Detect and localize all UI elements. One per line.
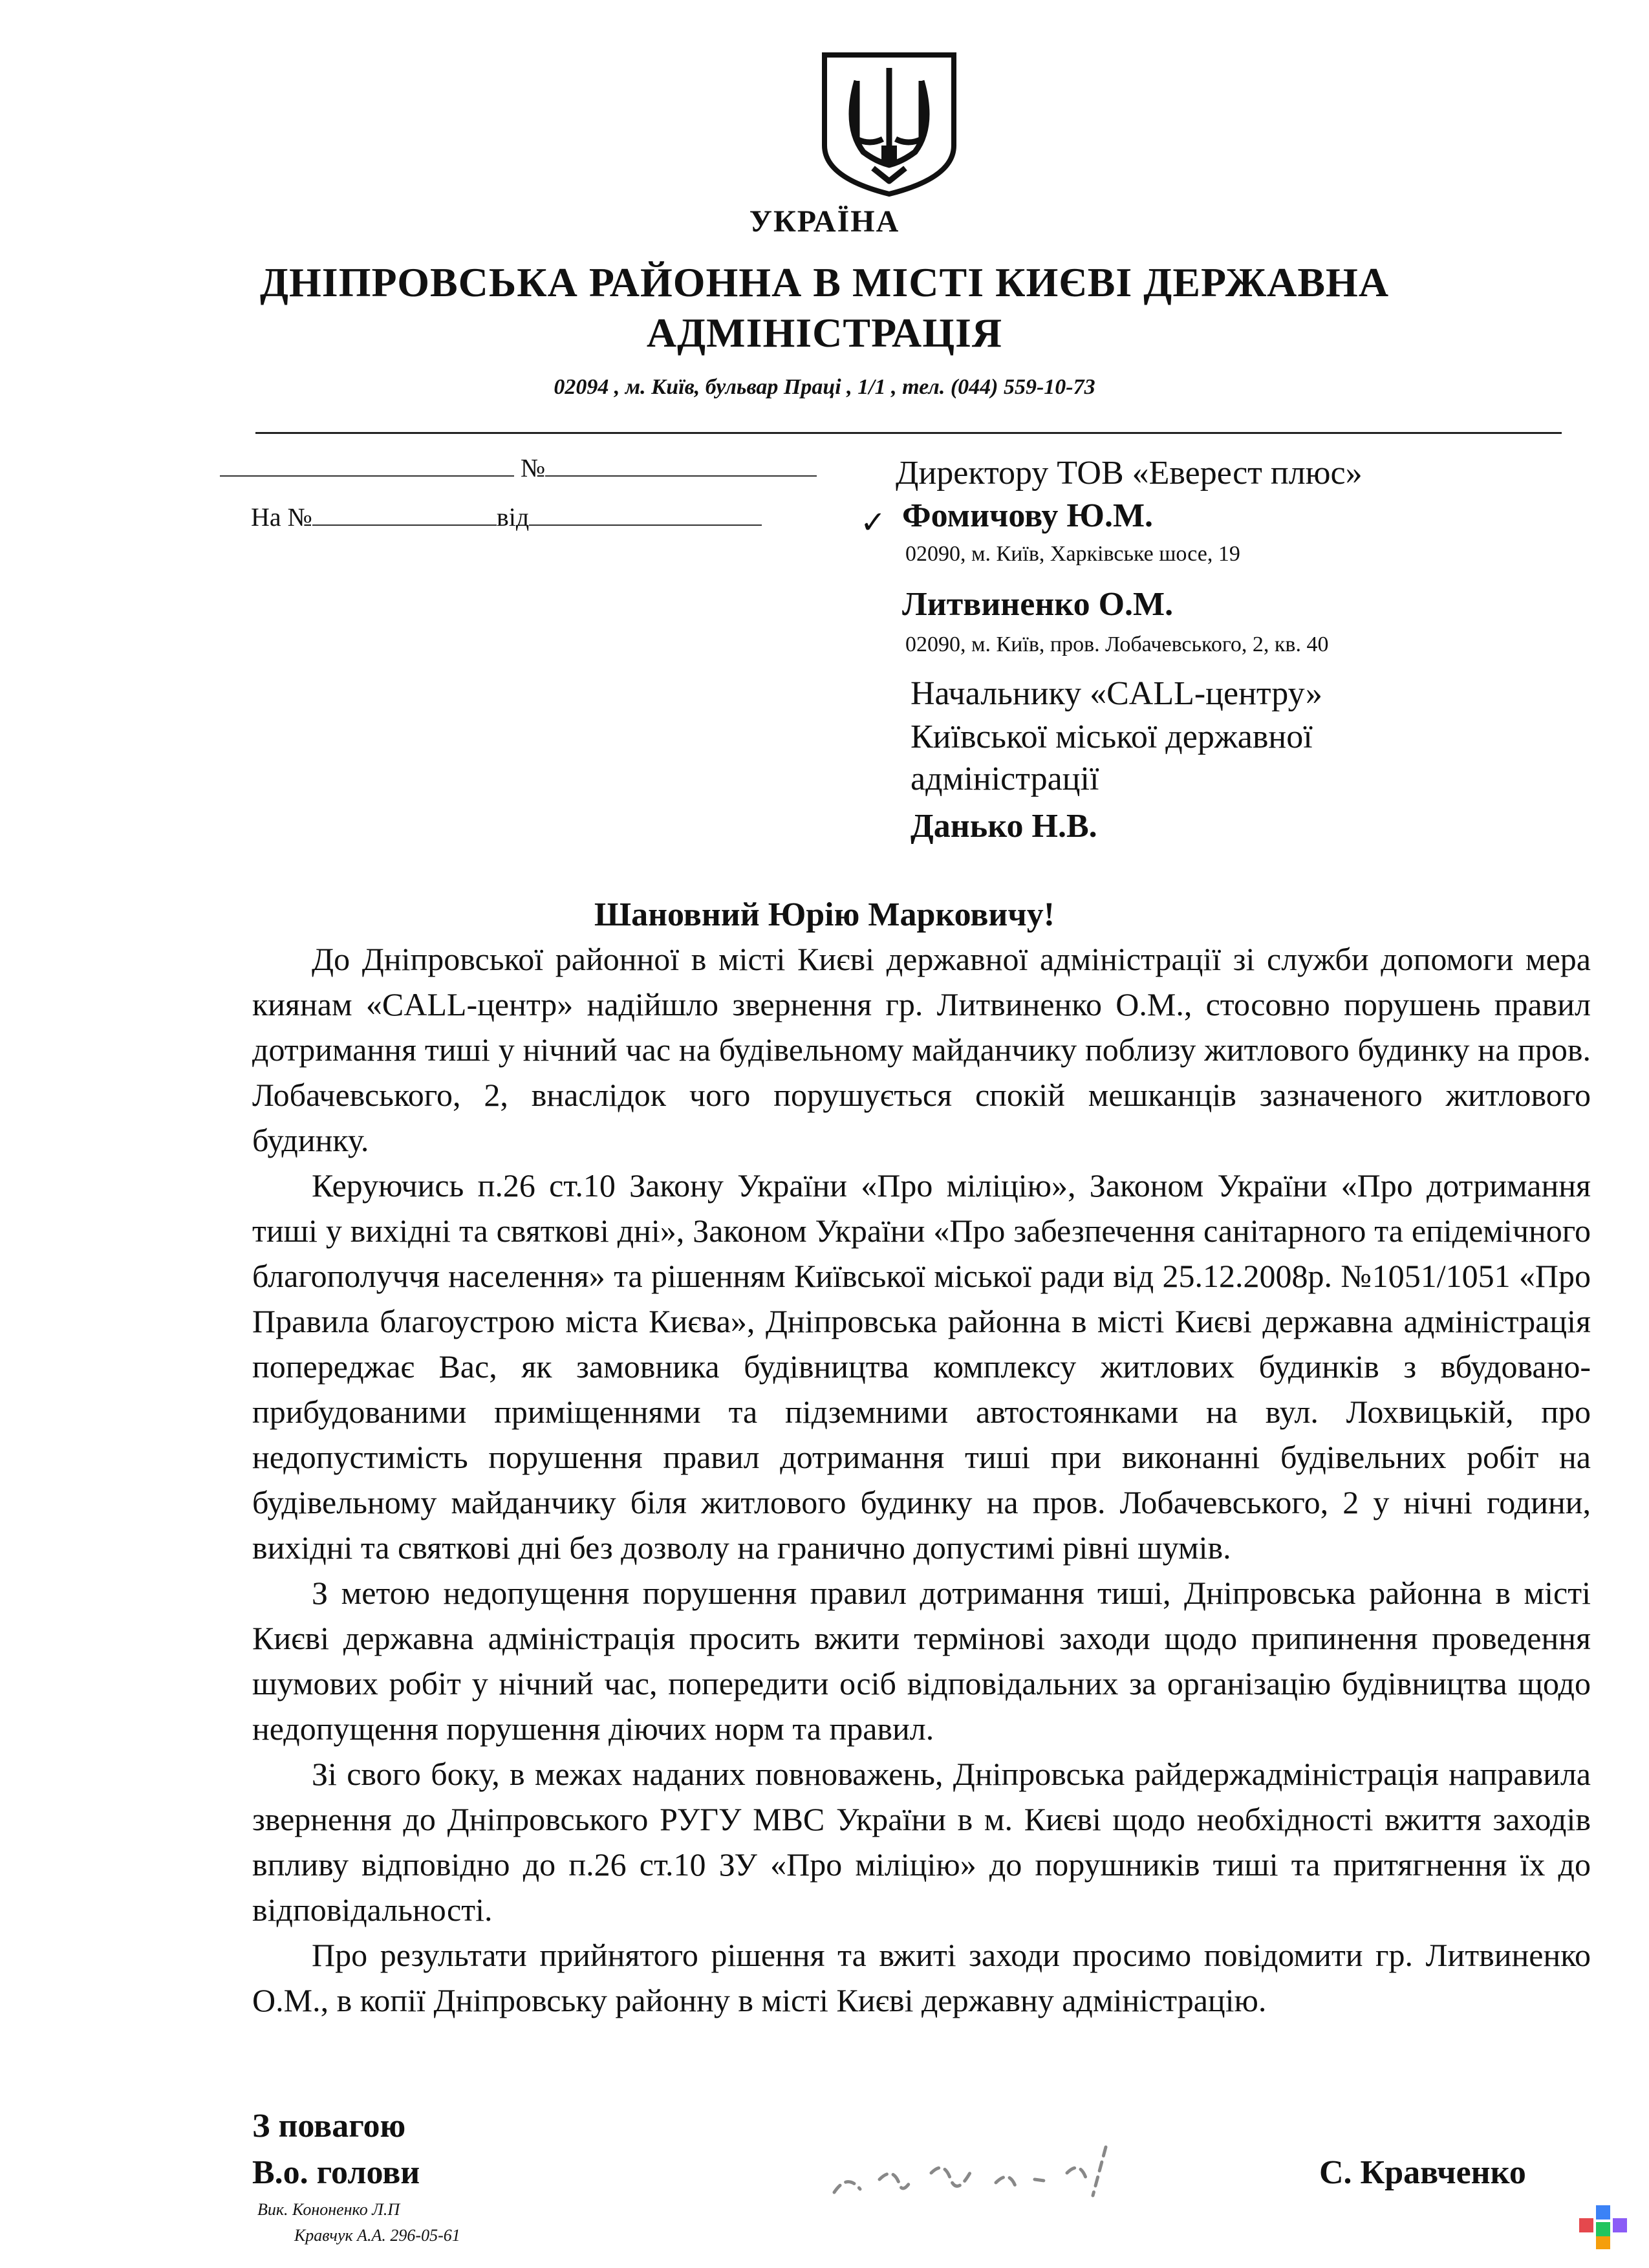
check-mark-icon: ✓ xyxy=(860,506,887,540)
body-paragraph: З метою недопущення порушення правил дотримання тиші, Дніпровська районна в місті Києві державна адміністрація просить вжити термінові заходи щодо припинення проведення шумових робіт у нічний час, попередити осіб відповідальних за організацію будівництва щодо недопущення порушення діючих норм та правил. xyxy=(252,1575,1591,1747)
letter-body xyxy=(252,936,1591,2023)
body-paragraph: Керуючись п.26 ст.10 Закону України «Про міліцію», Законом України «Про дотримання тиші у вихідні та святкові дні», Законом України «Про забезпечення санітарного та епідемічного благополуччя населення» та рішенням Київської міської ради від 25.12.2008р. №1051/1051 «Про Правила благоустрою міста Києва», Дніпровська районна в місті Києві державна адміністрація попереджає Вас, як замовника будівництва комплексу житлових будинків з вбудовано-прибудованими приміщеннями та підземними автостоянками на вул. Лохвицькій, про недопустимість порушення правил дотримання тиші при виконанні будівельних робіт на будівельному майданчику біля житлового будинку на пров. Лобачевського, 2 у нічні години, вихідні та святкові дні без дозволу на гранично допустимі рівні шумів. xyxy=(252,1167,1591,1566)
body-paragraph: Про результати прийнятого рішення та вжиті заходи просимо повідомити гр. Литвиненко О.М., в копії Дніпровську районну в місті Києві державну адміністрацію. xyxy=(252,1937,1591,2018)
outgoing-date-blank xyxy=(220,453,514,477)
trident-emblem-icon xyxy=(812,49,967,197)
recipient3-name: Данько Н.В. xyxy=(911,808,1097,845)
recipient1-name: Фомичову Ю.М. xyxy=(902,497,1154,534)
recipient3-line1: Начальнику «CALL-центру» xyxy=(911,675,1322,712)
handwritten-signature xyxy=(821,2134,1145,2212)
incoming-reference-line xyxy=(251,502,762,532)
signer-position: В.о. голови xyxy=(252,2154,420,2191)
outgoing-number-blank xyxy=(545,453,817,477)
country-heading: УКРАЇНА xyxy=(749,204,900,239)
recipient3-line3: адміністрації xyxy=(911,761,1099,797)
outgoing-registration-line xyxy=(220,453,817,483)
corner-watermark-icon xyxy=(1578,2199,1630,2251)
organization-name-line1: ДНІПРОВСЬКА РАЙОННА В МІСТІ КИЄВІ ДЕРЖАВНА xyxy=(259,259,1390,305)
organization-name-line2: АДМІНІСТРАЦІЯ xyxy=(646,310,1003,356)
from-label: від xyxy=(496,502,530,532)
reference-date-blank xyxy=(529,502,762,526)
recipient2-address: 02090, м. Київ, пров. Лобачевського, 2, кв. 40 xyxy=(905,632,1329,656)
executor-line1: Вик. Кононенко Л.П xyxy=(257,2200,400,2219)
reference-number-blank xyxy=(312,502,497,526)
reference-prefix: На № xyxy=(251,502,312,532)
recipient1-position: Директору ТОВ «Еверест плюс» xyxy=(896,455,1363,491)
executor-line2: Кравчук А.А. 296-05-61 xyxy=(294,2226,460,2245)
number-sign: № xyxy=(521,453,546,482)
signer-name: С. Кравченко xyxy=(1319,2154,1526,2191)
body-paragraph: До Дніпровської районної в місті Києві державної адміністрації зі служби допомоги мера киянам «CALL-центр» надійшло звернення гр. Литвиненко О.М., стосовно порушень правил дотримання тиші у нічний час на будівельному майданчику поблизу житлового будинку на пров. Лобачевського, 2, внаслідок чого порушується спокій мешканців зазначеного житлового будинку. xyxy=(252,941,1591,1158)
salutation: Шановний Юрію Марковичу! xyxy=(594,896,1055,933)
recipient1-address: 02090, м. Київ, Харківське шосе, 19 xyxy=(905,542,1240,566)
organization-address: 02094 , м. Київ, бульвар Праці , 1/1 , тел. (044) 559-10-73 xyxy=(554,375,1095,399)
recipient2-name: Литвиненко О.М. xyxy=(902,586,1174,623)
letterhead-divider xyxy=(255,432,1562,434)
closing-regards: З повагою xyxy=(252,2108,406,2144)
recipient3-line2: Київської міської державної xyxy=(911,718,1313,755)
body-paragraph: Зі свого боку, в межах наданих повноважень, Дніпровська райдержадміністрація направила звернення до Дніпровського РУГУ МВС України в м. Києві щодо необхідності вжиття заходів впливу відповідно до п.26 ст.10 ЗУ «Про міліцію» до порушників тиші та притягнення їх до відповідальності. xyxy=(252,1756,1591,1928)
